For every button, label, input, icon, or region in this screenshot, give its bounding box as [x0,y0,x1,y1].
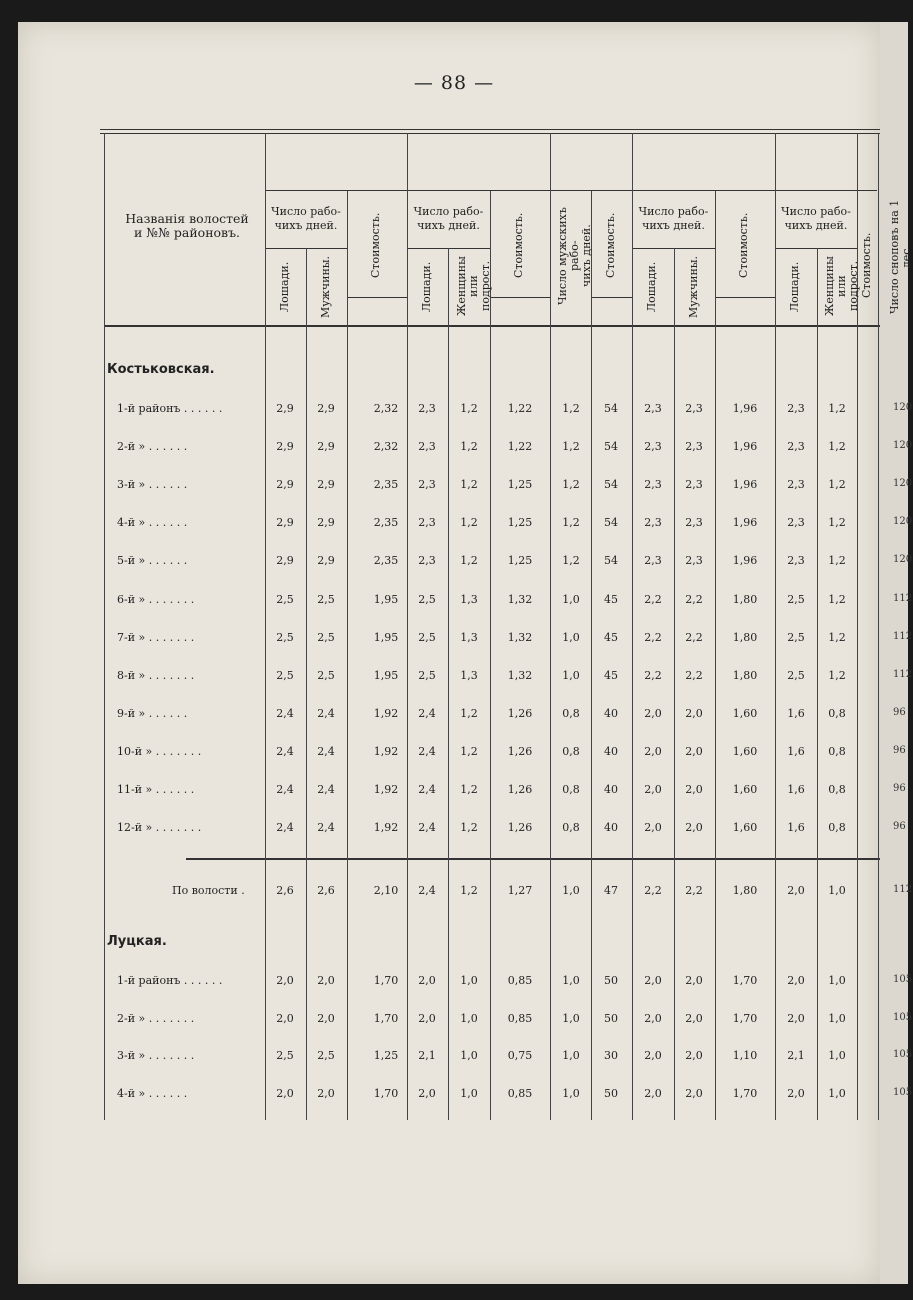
row-kostkovskaya-value: 2,0 [644,706,662,720]
column-rule-12 [775,133,776,1120]
row-kostkovskaya-value: 1,2 [460,478,478,492]
row-kostkovskaya-value: 2,3 [644,554,662,568]
row-kostkovskaya-label: 3-й » . . . . . . [117,478,188,492]
row-lutskaya-value: 1,0 [562,974,580,987]
row-kostkovskaya-value: 2,5 [787,630,805,644]
group-rule [265,190,877,191]
row-kostkovskaya-value: 40 [604,821,618,835]
header-workdays-0: Число рабо- чихъ дней. [271,205,341,232]
row-lutskaya-value: 2,5 [276,1049,294,1063]
row-lutskaya-value: 2,0 [418,1087,436,1101]
row-lutskaya-value: 1,0 [562,1011,580,1025]
row-lutskaya-value: 2,0 [685,1011,703,1025]
total-value: 1,80 [732,884,758,897]
row-kostkovskaya-value: 0,8 [562,821,580,835]
row-lutskaya-value: 2,0 [685,1049,703,1063]
row-kostkovskaya-value: 1,80 [732,630,758,644]
row-kostkovskaya-value: 2,9 [276,516,294,530]
row-kostkovskaya-value: 2,4 [418,706,436,720]
row-lutskaya-value: 2,0 [276,974,294,987]
row-kostkovskaya-value: 2,0 [685,744,703,758]
header-men-3: Мужчины. [687,255,700,319]
row-kostkovskaya-value: 2,4 [317,783,335,796]
row-kostkovskaya-value: 2,5 [276,592,294,606]
header-women-2: Женщины или подрост. [455,256,492,316]
column-rule-10 [674,248,675,1120]
row-kostkovskaya-value: 1,2 [460,706,478,720]
row-kostkovskaya-value: 1,95 [373,630,399,644]
unit-rule-2 [591,297,632,298]
row-lutskaya-value: 1,0 [828,1087,846,1101]
row-lutskaya-value: 2,0 [418,1011,436,1025]
row-kostkovskaya-label: 11-й » . . . . . . [117,783,195,796]
row-kostkovskaya-value: 1,6 [787,744,805,758]
row-kostkovskaya-sheaves: 112 [893,592,913,604]
row-kostkovskaya-value: 1,96 [732,402,758,415]
row-kostkovskaya-value: 2,9 [276,478,294,492]
row-kostkovskaya-value: 0,8 [562,706,580,720]
row-kostkovskaya-value: 2,0 [644,744,662,758]
row-kostkovskaya-label: 10-й » . . . . . . . [117,744,202,758]
row-kostkovskaya-value: 1,32 [507,592,533,606]
row-kostkovskaya-value: 2,4 [276,744,294,758]
row-kostkovskaya-value: 1,32 [507,668,533,682]
row-kostkovskaya-value: 1,60 [732,783,758,796]
row-kostkovskaya-value: 2,9 [276,440,294,454]
header-bottom-rule [104,325,880,327]
row-kostkovskaya-value: 2,9 [276,554,294,568]
total-value: 2,4 [418,884,436,897]
row-kostkovskaya-value: 2,0 [644,821,662,835]
row-kostkovskaya-value: 1,2 [828,402,846,415]
total-label: По волости . [172,884,245,897]
row-kostkovskaya-value: 1,2 [828,630,846,644]
total-value: 2,2 [685,884,703,897]
row-lutskaya-value: 1,0 [460,974,478,987]
row-lutskaya-value: 1,0 [562,1087,580,1101]
row-lutskaya-value: 1,70 [732,974,758,987]
row-kostkovskaya-value: 2,3 [685,402,703,415]
row-kostkovskaya-label: 5-й » . . . . . . [117,554,188,568]
row-lutskaya-value: 2,0 [276,1011,294,1025]
row-kostkovskaya-value: 2,35 [373,554,399,568]
row-kostkovskaya-value: 1,3 [460,630,478,644]
row-kostkovskaya-sheaves: 120 [893,516,913,528]
row-kostkovskaya-value: 1,95 [373,592,399,606]
row-kostkovskaya-value: 54 [604,516,618,530]
row-kostkovskaya-sheaves: 96 [893,821,906,833]
row-kostkovskaya-value: 1,22 [507,440,533,454]
row-lutskaya-value: 2,1 [418,1049,436,1063]
column-rule-13 [817,248,818,1120]
row-kostkovskaya-value: 2,2 [644,630,662,644]
row-kostkovskaya-value: 2,9 [276,402,294,415]
table-top-rule [100,129,880,130]
total-value: 1,27 [507,884,533,897]
row-kostkovskaya-value: 2,5 [787,668,805,682]
row-lutskaya-value: 2,0 [685,1087,703,1101]
total-value: 1,0 [562,884,580,897]
row-kostkovskaya-value: 1,25 [507,516,533,530]
row-kostkovskaya-value: 2,5 [787,592,805,606]
row-kostkovskaya-value: 1,96 [732,554,758,568]
row-kostkovskaya-value: 45 [604,668,618,682]
row-lutskaya-value: 1,70 [373,1011,399,1025]
total-value: 2,6 [317,884,335,897]
row-kostkovskaya-value: 1,2 [562,440,580,454]
row-kostkovskaya-value: 1,6 [787,783,805,796]
row-kostkovskaya-value: 1,96 [732,516,758,530]
row-kostkovskaya-value: 2,2 [685,668,703,682]
row-kostkovskaya-sheaves: 96 [893,706,906,718]
row-kostkovskaya-value: 0,8 [828,744,846,758]
row-kostkovskaya-value: 1,3 [460,668,478,682]
row-lutskaya-label: 2-й » . . . . . . . [117,1011,195,1025]
row-kostkovskaya-value: 1,26 [507,821,533,835]
row-kostkovskaya-value: 1,92 [373,706,399,720]
row-kostkovskaya-sheaves: 120 [893,440,913,452]
row-kostkovskaya-value: 54 [604,402,618,415]
row-lutskaya-label: 4-й » . . . . . . [117,1087,188,1101]
row-kostkovskaya-value: 2,4 [317,821,335,835]
row-kostkovskaya-value: 2,2 [644,668,662,682]
row-kostkovskaya-value: 45 [604,630,618,644]
row-lutskaya-value: 1,25 [373,1049,399,1063]
row-kostkovskaya-value: 2,3 [644,440,662,454]
total-value: 2,6 [276,884,294,897]
row-kostkovskaya-value: 1,2 [460,516,478,530]
row-kostkovskaya-value: 1,0 [562,592,580,606]
row-kostkovskaya-value: 1,0 [562,630,580,644]
header-cost-3: Стоимость. [737,212,750,278]
row-kostkovskaya-value: 2,35 [373,516,399,530]
row-lutskaya-sheaves: 105 [893,974,913,985]
row-kostkovskaya-value: 1,26 [507,706,533,720]
row-kostkovskaya-value: 2,3 [418,478,436,492]
row-kostkovskaya-value: 2,5 [276,668,294,682]
row-kostkovskaya-value: 2,5 [418,668,436,682]
header-workdays-3: Число рабо- чихъ дней. [781,205,851,232]
row-lutskaya-value: 1,70 [732,1087,758,1101]
row-kostkovskaya-sheaves: 120 [893,402,913,413]
page-number: — 88 — [413,72,495,94]
row-lutskaya-value: 1,0 [460,1087,478,1101]
row-kostkovskaya-value: 1,2 [562,554,580,568]
section-title-0: Костьковская. [107,362,215,377]
row-kostkovskaya-value: 1,2 [460,440,478,454]
table-top-rule-2 [100,133,880,134]
column-rule-1 [265,133,266,1120]
header-horses-1: Лошади. [278,261,291,313]
row-kostkovskaya-value: 1,92 [373,783,399,796]
row-kostkovskaya-value: 2,5 [317,668,335,682]
row-kostkovskaya-value: 1,60 [732,706,758,720]
row-lutskaya-value: 2,0 [644,1011,662,1025]
row-lutskaya-value: 2,0 [787,1087,805,1101]
row-kostkovskaya-sheaves: 96 [893,783,906,794]
header-cost-1: Стоимость. [369,212,382,278]
header-cost-2: Стоимость. [512,212,525,278]
row-kostkovskaya-value: 2,9 [317,516,335,530]
column-rule-2 [306,248,307,1120]
row-kostkovskaya-value: 1,2 [828,668,846,682]
row-lutskaya-label: 3-й » . . . . . . . [117,1049,195,1063]
row-lutskaya-value: 1,0 [460,1011,478,1025]
row-kostkovskaya-value: 1,2 [562,516,580,530]
row-kostkovskaya-value: 1,2 [460,554,478,568]
total-value: 2,0 [787,884,805,897]
row-lutskaya-value: 0,85 [507,974,533,987]
row-kostkovskaya-value: 54 [604,440,618,454]
row-lutskaya-value: 1,0 [460,1049,478,1063]
row-kostkovskaya-value: 54 [604,478,618,492]
row-lutskaya-value: 2,0 [787,974,805,987]
row-kostkovskaya-value: 1,32 [507,630,533,644]
row-lutskaya-value: 1,70 [732,1011,758,1025]
row-kostkovskaya-value: 2,3 [418,516,436,530]
row-kostkovskaya-value: 1,96 [732,440,758,454]
row-kostkovskaya-value: 1,2 [828,478,846,492]
column-rule-15 [878,133,879,1120]
column-rule-4 [407,133,408,1120]
row-kostkovskaya-label: 7-й » . . . . . . . [117,630,195,644]
row-kostkovskaya-value: 2,4 [317,706,335,720]
row-lutskaya-sheaves: 105 [893,1049,913,1061]
header-horses-3: Лошади. [645,261,658,313]
row-lutskaya-value: 1,10 [732,1049,758,1063]
header-sheaves-per-desyatina: Число сноповъ на 1 дес. [888,199,913,315]
row-kostkovskaya-value: 2,3 [418,402,436,415]
row-kostkovskaya-value: 2,4 [418,821,436,835]
row-lutskaya-sheaves: 105 [893,1011,913,1023]
row-lutskaya-value: 1,70 [373,974,399,987]
row-kostkovskaya-value: 1,22 [507,402,533,415]
row-lutskaya-value: 0,85 [507,1087,533,1101]
row-lutskaya-value: 0,85 [507,1011,533,1025]
row-lutskaya-value: 2,0 [644,1049,662,1063]
row-lutskaya-value: 2,0 [418,974,436,987]
row-kostkovskaya-value: 2,5 [317,630,335,644]
row-kostkovskaya-value: 1,80 [732,668,758,682]
row-kostkovskaya-value: 2,0 [685,783,703,796]
row-lutskaya-value: 2,0 [317,1011,335,1025]
row-kostkovskaya-value: 2,4 [317,744,335,758]
row-lutskaya-value: 1,0 [562,1049,580,1063]
row-kostkovskaya-value: 1,25 [507,554,533,568]
row-kostkovskaya-value: 2,3 [787,402,805,415]
column-rule-0 [104,133,105,1120]
row-kostkovskaya-value: 0,8 [828,706,846,720]
row-kostkovskaya-value: 2,0 [685,706,703,720]
row-kostkovskaya-sheaves: 96 [893,744,906,756]
unit-rule-3 [715,297,775,298]
row-kostkovskaya-value: 2,4 [418,744,436,758]
row-kostkovskaya-value: 1,6 [787,706,805,720]
row-lutskaya-value: 2,0 [276,1087,294,1101]
row-kostkovskaya-value: 54 [604,554,618,568]
row-lutskaya-value: 30 [604,1049,618,1063]
row-kostkovskaya-value: 2,3 [685,554,703,568]
row-kostkovskaya-value: 2,32 [373,440,399,454]
row-kostkovskaya-value: 1,2 [562,478,580,492]
row-kostkovskaya-value: 2,9 [317,402,335,415]
row-kostkovskaya-label: 12-й » . . . . . . . [117,821,202,835]
column-rule-5 [448,248,449,1120]
row-kostkovskaya-value: 2,32 [373,402,399,415]
row-kostkovskaya-sheaves: 120 [893,478,913,490]
row-kostkovskaya-value: 2,3 [685,440,703,454]
row-kostkovskaya-label: 4-й » . . . . . . [117,516,188,530]
row-lutskaya-value: 50 [604,974,618,987]
row-kostkovskaya-value: 2,3 [685,516,703,530]
row-kostkovskaya-value: 2,4 [418,783,436,796]
row-kostkovskaya-value: 1,2 [460,744,478,758]
unit-rule-1 [490,297,550,298]
row-kostkovskaya-value: 1,2 [460,402,478,415]
row-kostkovskaya-value: 2,3 [787,478,805,492]
row-kostkovskaya-value: 2,5 [317,592,335,606]
header-women-4: Женщины или подрост. [823,256,860,316]
row-kostkovskaya-value: 1,2 [562,402,580,415]
row-kostkovskaya-value: 1,2 [460,783,478,796]
total-value: 2,2 [644,884,662,897]
row-kostkovskaya-value: 0,8 [562,783,580,796]
row-kostkovskaya-value: 2,3 [418,440,436,454]
row-kostkovskaya-value: 1,95 [373,668,399,682]
row-lutskaya-value: 1,0 [828,1011,846,1025]
row-kostkovskaya-value: 1,96 [732,478,758,492]
row-lutskaya-value: 50 [604,1011,618,1025]
row-lutskaya-label: 1-й районъ . . . . . . [117,974,223,987]
row-kostkovskaya-value: 45 [604,592,618,606]
unit-rule-0 [347,297,407,298]
row-kostkovskaya-value: 2,3 [418,554,436,568]
header-horses-4: Лошади. [788,261,801,313]
row-kostkovskaya-value: 1,6 [787,821,805,835]
header-men-1: Мужчины. [319,255,332,319]
row-lutskaya-value: 1,0 [828,1049,846,1063]
row-kostkovskaya-label: 1-й районъ . . . . . . [117,402,223,415]
row-kostkovskaya-value: 2,2 [644,592,662,606]
row-kostkovskaya-value: 2,3 [685,478,703,492]
row-kostkovskaya-value: 2,3 [787,554,805,568]
row-kostkovskaya-value: 2,3 [644,478,662,492]
row-kostkovskaya-value: 2,9 [317,440,335,454]
row-kostkovskaya-value: 1,60 [732,821,758,835]
row-kostkovskaya-value: 2,3 [644,402,662,415]
total-value: 47 [604,884,618,897]
row-kostkovskaya-value: 2,3 [787,516,805,530]
row-kostkovskaya-value: 40 [604,744,618,758]
row-kostkovskaya-value: 2,5 [418,592,436,606]
row-lutskaya-value: 0,75 [507,1049,533,1063]
row-kostkovskaya-value: 40 [604,783,618,796]
header-male-days: Число мужскихъ рабо- чихъ дней. [556,207,593,305]
row-kostkovskaya-value: 2,3 [644,516,662,530]
row-kostkovskaya-value: 2,35 [373,478,399,492]
row-lutskaya-value: 1,70 [373,1087,399,1101]
row-lutskaya-value: 2,0 [317,1087,335,1101]
subgroup-rule-3 [775,248,857,249]
row-lutskaya-value: 2,0 [317,974,335,987]
header-cost-4: Стоимость. [860,232,873,298]
total-sheaves: 112 [893,884,913,895]
total-value: 1,2 [460,884,478,897]
row-kostkovskaya-value: 2,4 [276,821,294,835]
total-value: 1,0 [828,884,846,897]
row-kostkovskaya-value: 0,8 [828,783,846,796]
row-kostkovskaya-value: 1,2 [828,592,846,606]
row-lutskaya-value: 1,0 [828,974,846,987]
row-kostkovskaya-value: 2,9 [317,478,335,492]
row-kostkovskaya-value: 1,92 [373,744,399,758]
header-horses-2: Лошади. [420,261,433,313]
row-kostkovskaya-value: 2,9 [317,554,335,568]
header-cost-sev: Стоимость. [604,212,617,278]
row-lutskaya-value: 2,0 [644,974,662,987]
row-lutskaya-value: 2,0 [644,1087,662,1101]
row-kostkovskaya-value: 2,0 [685,821,703,835]
row-kostkovskaya-value: 1,25 [507,478,533,492]
row-kostkovskaya-value: 40 [604,706,618,720]
row-kostkovskaya-label: 8-й » . . . . . . . [117,668,195,682]
row-kostkovskaya-label: 9-й » . . . . . . [117,706,188,720]
row-kostkovskaya-value: 2,2 [685,630,703,644]
row-lutskaya-value: 2,1 [787,1049,805,1063]
section-title-1: Луцкая. [107,934,167,949]
total-value: 2,10 [373,884,399,897]
row-kostkovskaya-value: 1,92 [373,821,399,835]
row-kostkovskaya-value: 0,8 [828,821,846,835]
row-kostkovskaya-value: 1,60 [732,744,758,758]
row-kostkovskaya-sheaves: 120 [893,554,913,566]
row-kostkovskaya-value: 1,80 [732,592,758,606]
header-workdays-2: Число рабо- чихъ дней. [638,205,709,232]
header-names-column: Названія волостей и №№ районовъ. [125,211,249,240]
row-kostkovskaya-value: 1,3 [460,592,478,606]
row-kostkovskaya-value: 2,0 [644,783,662,796]
row-kostkovskaya-value: 1,2 [828,554,846,568]
row-kostkovskaya-sheaves: 112 [893,668,913,680]
row-kostkovskaya-value: 1,26 [507,783,533,796]
column-rule-9 [632,133,633,1120]
row-kostkovskaya-label: 6-й » . . . . . . . [117,592,195,606]
row-kostkovskaya-label: 2-й » . . . . . . [117,440,188,454]
row-kostkovskaya-value: 2,3 [787,440,805,454]
header-workdays-1: Число рабо- чихъ дней. [413,205,484,232]
row-kostkovskaya-value: 2,2 [685,592,703,606]
row-kostkovskaya-value: 2,5 [276,630,294,644]
row-lutskaya-value: 2,5 [317,1049,335,1063]
row-kostkovskaya-value: 2,4 [276,706,294,720]
row-kostkovskaya-value: 1,2 [828,516,846,530]
row-lutskaya-value: 50 [604,1087,618,1101]
row-kostkovskaya-value: 1,0 [562,668,580,682]
row-kostkovskaya-value: 1,2 [828,440,846,454]
row-lutskaya-sheaves: 105 [893,1087,913,1099]
column-rule-7 [550,133,551,1120]
row-kostkovskaya-value: 2,5 [418,630,436,644]
row-lutskaya-value: 2,0 [787,1011,805,1025]
row-kostkovskaya-value: 1,2 [460,821,478,835]
row-kostkovskaya-value: 0,8 [562,744,580,758]
row-kostkovskaya-value: 2,4 [276,783,294,796]
row-lutskaya-value: 2,0 [685,974,703,987]
row-kostkovskaya-value: 1,26 [507,744,533,758]
row-kostkovskaya-sheaves: 112 [893,630,913,642]
